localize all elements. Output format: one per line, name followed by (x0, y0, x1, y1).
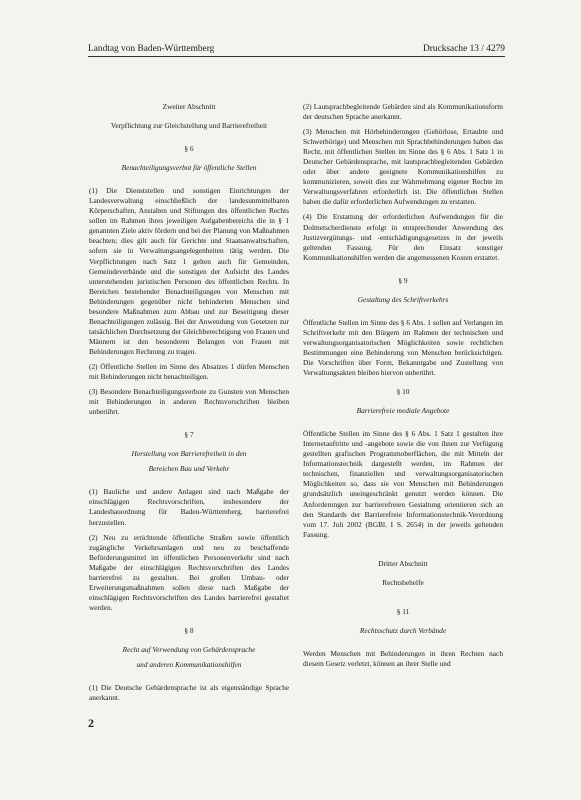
section-title: Rechtsbehelfe (382, 577, 424, 587)
paragraph-title: Recht auf Verwendung von Gebärdensprache (122, 644, 256, 654)
right-column (303, 102, 503, 674)
paragraph-number: § 9 (398, 275, 408, 285)
body-paragraph: (1) Die Dienststellen und sonstigen Einrichtungen der Landesverwaltung einschließlich der landesunmittelbaren Körperschaften, Anstalten und Stiftungen des öffentlichen Rechts sollen im Rahmen ihres jeweiligen Aufgabenbereichs die in § 1 genannten Ziele aktiv fördern und bei der Planung von Maßnahmen beachten; dies gilt auch für Gerichte und Staatsanwaltschaften, sofern sie in Verwaltungsangelegenheiten tätig werden. Die Verpflichtungen nach Satz 1 gelten auch für Gemeinden, Gemeindeverbände und die sonstigen der Aufsicht des Landes unterstehenden juristischen Personen des öffentlichen Rechts. In Bereichen bestehender Benachteiligungen von Menschen mit Behinderungen gegenüber nicht behinderten Menschen sind besondere Maßnahmen zum Abbau und zur Beseitigung dieser Benachteiligungen zulässig. Bei der Anwendung von Gesetzen zur tatsächlichen Durchsetzung der Gleichberechtigung von Frauen und Männern ist den besonderen Belangen von Frauen mit Behinderungen Rechnung zu tragen. (89, 186, 289, 356)
body-paragraph: (4) Die Erstattung der erforderlichen Aufwendungen für die Dolmetscherdienste erfolgt in entsprechender Anwendung des Justizvergütungs- und -entschädigungsgesetzes in der jeweils geltenden Fassung. Für den Einsatz sonstiger Kommunikationshilfen werden die angemessenen Kosten erstattet. (303, 212, 503, 262)
body-paragraph: (1) Die Deutsche Gebärdensprache ist als eigenständige Sprache anerkannt. (89, 683, 289, 703)
page-number: 2 (88, 716, 94, 730)
paragraph-title: Barrierefreie mediale Angebote (356, 406, 450, 416)
paragraph-title: Herstellung von Barrierefreiheit in den (131, 449, 247, 459)
paragraph-number: § 11 (396, 606, 410, 616)
body-paragraph: Öffentliche Stellen im Sinne des § 6 Abs. 1 Satz 1 gestalten ihre Internetauftritte und -angebote sowie die von ihnen zur Verfügung gestellten grafischen Programmoberflächen, die mit Mitteln der Informationstechnik dargestellt werden, im Rahmen der technischen, finanziellen und verwaltungsorganisatorischen Möglichkeiten so, dass sie von Menschen mit Behinderungen grundsätzlich uneingeschränkt genutzt werden können. Die Anforderungen zur barrierefreien Gestaltung orientieren sich an den Standards der Barrierefreie Informationstechnik-Verordnung vom 17. Juli 2002 (BGBl. I S. 2654) in der jeweils geltenden Fassung. (303, 429, 503, 539)
body-paragraph: (2) Neu zu errichtende öffentliche Straßen sowie öffentlich zugängliche Verkehrsanlagen und neu zu beschaffende Beförderungsmittel im öffentlichen Personenverkehr sind nach Maßgabe der einschlägigen Rechtsvorschriften des Landes barrierefrei zu gestalten. Bei großen Umbau- oder Erweiterungsmaßnahmen sollen diese nach Maßgabe der einschlägigen Rechtsvorschriften des Landes barrierefrei gestaltet werden. (89, 532, 289, 612)
section-heading: Zweiter Abschnitt (162, 102, 216, 111)
body-paragraph: (3) Besondere Benachteiligungsverbote zu Gunsten von Menschen mit Behinderungen in anderen Rechtsvorschriften bleiben unberührt. (89, 387, 289, 417)
paragraph-title: Bereichen Bau und Verkehr (148, 464, 230, 474)
header-document-number: Drucksache 13 / 4279 (422, 44, 505, 54)
body-paragraph: Öffentliche Stellen im Sinne des § 6 Abs. 1 sollen auf Verlangen im Schriftverkehr mit den Bürgern im Rahmen der technischen und verwaltungsorganisatorischen Möglichkeiten sowie rechtlichen Bestimmungen eine Behinderung von Menschen berücksichtigen. Die Vorschriften über Form, Bekanntgabe und Zustellung von Verwaltungsakten bleiben hiervon unberührt. (303, 317, 503, 378)
paragraph-title: Benachteiligungsverbot für öffentliche Stellen (121, 163, 257, 173)
paragraph-number: § 10 (396, 387, 410, 397)
paragraph-number: § 7 (184, 430, 194, 440)
header-parliament: Landtag von Baden-Württemberg (88, 44, 215, 54)
body-paragraph: (1) Bauliche und andere Anlagen sind nach Maßgabe der einschlägigen Rechtsvorschriften, insbesondere der Landesbauordnung für Baden-Württemberg, barrierefrei herzustellen. (89, 487, 289, 527)
body-paragraph: (3) Menschen mit Hörbehinderungen (Gehörlose, Ertaubte und Schwerhörige) und Menschen mit Sprachbehinderungen haben das Recht, mit öffentlichen Stellen im Sinne des § 6 Abs. 1 Satz 1 in Deutscher Gebärdensprache, mit lautsprachbegleitenden Gebärden oder über andere geeignete Kommunikationshilfen zu kommunizieren, soweit dies zur Wahrnehmung eigener Rechte im Verwaltungsverfahren erforderlich ist. Die öffentlichen Stellen haben die dafür erforderlichen Aufwendungen zu erstatten. (303, 127, 503, 207)
paragraph-title: und anderen Kommunikationshilfen (136, 660, 242, 670)
paragraph-title: Gestaltung des Schriftverkehrs (357, 294, 449, 304)
page-header (88, 44, 505, 57)
body-paragraph: Werden Menschen mit Behinderungen in ihren Rechten nach diesem Gesetz verletzt, können an ihrer Stelle und (303, 648, 503, 668)
section-title: Verpflichtung zur Gleichstellung und Barrierefreiheit (110, 121, 268, 131)
paragraph-number: § 8 (184, 625, 194, 635)
paragraph-number: § 6 (184, 144, 194, 154)
left-column (89, 102, 289, 708)
body-paragraph: (2) Öffentliche Stellen im Sinne des Absatzes 1 dürfen Menschen mit Behinderungen nicht benachteiligen. (89, 361, 289, 382)
paragraph-title: Rechtsschutz durch Verbände (359, 625, 447, 635)
body-paragraph: (2) Lautsprachbegleitende Gebärden sind als Kommunikationsform der deutschen Sprache anerkannt. (303, 102, 503, 122)
section-heading: Dritter Abschnitt (378, 558, 428, 568)
